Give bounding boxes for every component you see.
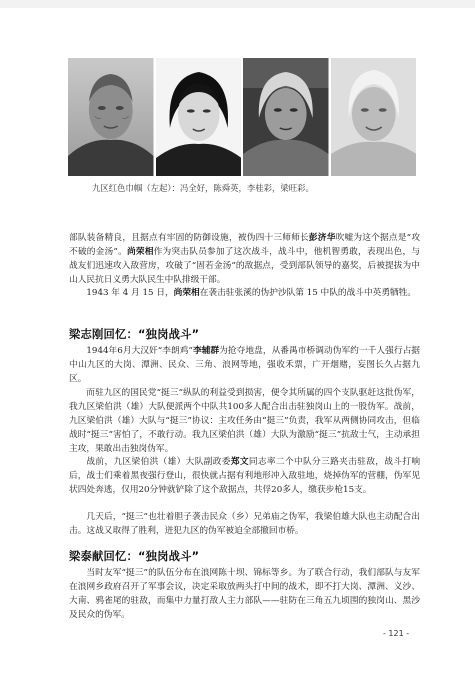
paragraph-5-text-a: 战前，九区梁伯洪（雄）大队副政委	[86, 457, 231, 467]
paragraph-1	[69, 232, 420, 288]
section-heading-liang-zhigang: 梁志刚回忆：“独岗战斗”	[69, 328, 200, 341]
portrait-photo-3	[243, 58, 329, 176]
paragraph-1-text-b: 吹嘘为这个据点是“攻不破的金汤”。	[69, 233, 421, 257]
portrait-photo-4	[331, 58, 417, 176]
paragraph-5	[69, 456, 420, 498]
name-shang-rongxiang: 尚荣相	[126, 246, 154, 257]
paragraph-6: 几天后，“挺三”也壮着胆子袭击民众（乡）兄弟庙之伪军，我梁伯雄大队也主动配合出击。这战又取得了胜利，迸犯九区的伪军被迫全部撤回市桥。	[69, 512, 420, 536]
portrait-photo-1	[68, 58, 154, 176]
paragraph-4: 而驻九区的国民党“挺三”纵队的利益受到损害，便令其所属的四个支队驱赶这批伪军，我九区梁伯洪（雄）大队便派两个中队共100多人配合出击驻独岗山上的一股伪军。战前，九区梁伯洪（雄）大队与“挺三”协议：主攻任务由“挺三”负责，我军从两侧协同攻击，但临战时“挺三”害怕了，不敢行动。我九区梁伯洪（雄）大队为激励“挺三”抗敌士气，主动承担主攻，果敢出击独岗伪军。	[69, 388, 420, 454]
portrait-photo-2	[156, 58, 242, 176]
photo-strip	[68, 58, 416, 176]
paragraph-2-text-b: 在袭击驻张溪的伪护沙队第 15 中队的战斗中英勇牺牲。	[199, 288, 417, 298]
name-peng-jihua: 彭济华	[308, 233, 336, 243]
paragraph-3-text-b: 为抢夺地盘，从番禺市桥调动伪军约一千人强行占据中山九区的大岗、潭洲、民众、三角、浪网等地，强收禾票，广开烟赌，妄图长久占据九区。	[69, 346, 420, 384]
name-li-fuqun: 李辅群	[192, 346, 220, 356]
name-zheng-wen: 郑文	[230, 457, 249, 467]
name-shang-rongxiang-2: 尚荣相	[173, 288, 200, 298]
paragraph-2	[69, 287, 420, 301]
section-heading-liang-taixian: 梁泰献回忆：“独岗战斗”	[69, 550, 200, 563]
paragraph-7: 当时友军“挺三”的队伍分布在浪网陈十坝、锦标等乡。为了联合行动，我们部队与友军在浪网乡政府召开了军事会议，决定采取放两头打中间的战术，即不打大岗、潭洲、义沙、大南、鸦雀尾的驻敌，而集中力量打敌人主力部队——驻防在三角五九顷围的独岗山、黑沙及民众的伪军。	[69, 568, 420, 620]
paragraph-5-text-b: 同志率二个中队分三路夹击驻敌，战斗打响后，战士们乘着黑夜强行登山，很快就占据有利地形冲入敌驻地，烧掉伪军的营棚，伪军见状四处奔逃，仅用20分钟就铲除了这个敌据点，共俘20多人，缴获步枪15支。	[69, 457, 421, 495]
paragraph-3	[69, 345, 420, 387]
page-number: - 121 -	[383, 629, 410, 638]
paragraph-1-text-c: 作为突击队员参加了这次战斗，战斗中，他机智勇敢，表现出色，与战友们迅速攻入敌营房，攻破了“固若金汤”的敌据点，受到部队领导的嘉奖，后被提拔为中山人民抗日义勇大队民生中队排级干部。	[69, 246, 421, 285]
paragraph-2-text-a: 1943 年 4 月 15 日，	[86, 288, 174, 298]
paragraph-1-text-a: 部队装备精良，且据点有牢固的防御设施，被伪四十三师师长	[69, 233, 309, 243]
page-top-margin	[0, 0, 475, 8]
photo-caption: 九区红色巾帼（左起）：冯全好，陈舜英，李桂彩，梁旺彩。	[92, 183, 314, 193]
paragraph-3-text-a: 1944年6月大汉奸“李朗鸡”	[86, 346, 193, 356]
